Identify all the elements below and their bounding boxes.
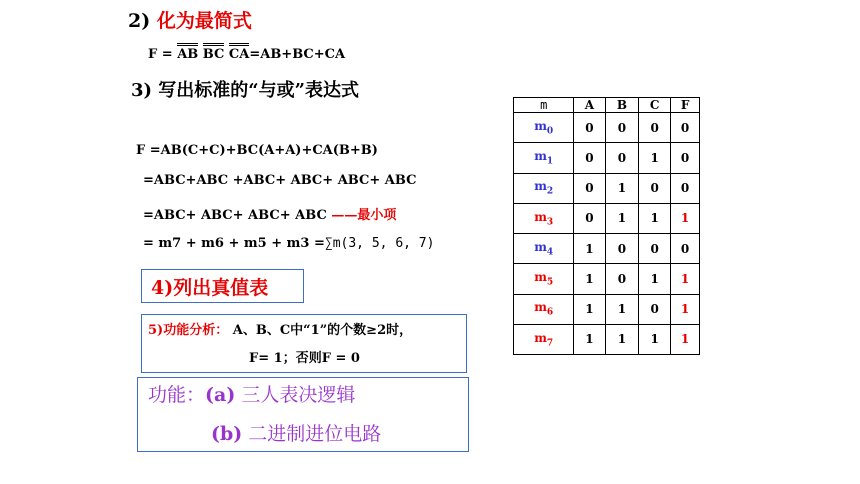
cell-b: 0: [605, 264, 639, 294]
table-row: [514, 143, 700, 173]
step2-number: 2): [128, 10, 151, 32]
sum-of-minterms: ∑m(3, 5, 6, 7): [324, 236, 435, 251]
minterm-index: 0: [546, 126, 554, 137]
function-line-a: [148, 380, 355, 407]
table-row: [514, 173, 700, 203]
table-row: [514, 113, 700, 143]
cell-f: 0: [671, 113, 700, 143]
header-b: B: [605, 98, 639, 113]
cell-a: 0: [574, 113, 605, 143]
cell-b: 1: [605, 294, 639, 324]
cell-c: 0: [639, 113, 671, 143]
table-row: [514, 234, 700, 264]
cell-b: 1: [605, 173, 639, 203]
minterm-cell: [514, 173, 574, 203]
minterm-index: 7: [546, 338, 554, 349]
table-row: [514, 294, 700, 324]
derivation-line-3-expr: =ABC+ ABC+ ABC+ ABC: [143, 208, 327, 223]
term-bc-bar: BC: [203, 43, 225, 62]
header-c: C: [639, 98, 671, 113]
cell-b: 1: [605, 324, 639, 354]
cell-a: 0: [574, 173, 605, 203]
cell-f: 1: [671, 264, 700, 294]
step3-heading: 3) 写出标准的“与或”表达式: [131, 80, 360, 101]
step5-line-2: F= 1；否则F = 0: [249, 351, 360, 366]
cell-a: 1: [574, 234, 605, 264]
header-m: m: [514, 98, 574, 113]
step2-title: 化为最简式: [156, 10, 252, 32]
cell-f: 0: [671, 173, 700, 203]
minterm-index: 6: [546, 307, 554, 318]
step5-condition: A、B、C中“1”的个数≥2时，: [232, 323, 413, 338]
minterm-cell: [514, 294, 574, 324]
cell-b: 0: [605, 234, 639, 264]
cell-c: 0: [639, 234, 671, 264]
minterm-cell: [514, 264, 574, 294]
table-row: [514, 324, 700, 354]
f-prefix: F =: [148, 47, 178, 62]
minterm-label: m: [534, 179, 547, 194]
derivation-line-4-expr: = m7 + m6 + m5 + m3 =: [143, 236, 325, 251]
minterm-index: 2: [546, 186, 554, 197]
table-row: [514, 264, 700, 294]
cell-f: 1: [671, 294, 700, 324]
cell-f: 1: [671, 324, 700, 354]
table-row: [514, 203, 700, 233]
function-b-tag: (b): [211, 423, 243, 445]
truth-table-header: [514, 98, 700, 113]
cell-c: 0: [639, 173, 671, 203]
minterm-note: ——最小项: [331, 208, 397, 223]
step5-prefix: 5): [148, 323, 164, 338]
cell-a: 1: [574, 324, 605, 354]
simplified-formula: [148, 47, 345, 62]
cell-c: 1: [639, 143, 671, 173]
minterm-label: m: [534, 118, 547, 133]
minterm-label: m: [534, 149, 547, 164]
minterm-index: 5: [546, 277, 554, 288]
cell-a: 1: [574, 264, 605, 294]
minterm-index: 1: [546, 156, 554, 167]
derivation-line-4: [143, 236, 434, 251]
derivation-line-1-text: F =AB(C+C)+BC(A+A)+CA(B+B): [136, 143, 378, 158]
cell-b: 0: [605, 113, 639, 143]
cell-a: 0: [574, 203, 605, 233]
cell-c: 1: [639, 324, 671, 354]
derivation-line-3: [143, 204, 396, 223]
minterm-cell: [514, 324, 574, 354]
minterm-label: m: [534, 270, 547, 285]
minterm-label: m: [534, 239, 547, 254]
cell-f: 0: [671, 143, 700, 173]
term-ca-bar: CA: [229, 43, 249, 62]
cell-c: 1: [639, 203, 671, 233]
cell-f: 1: [671, 203, 700, 233]
step5-title: 功能分析：: [163, 323, 229, 338]
step5-line-1: [148, 319, 412, 338]
simplified-result: =AB+BC+CA: [249, 47, 346, 62]
step2-heading: [128, 6, 252, 33]
function-b-text: 二进制进位电路: [242, 423, 382, 445]
minterm-label: m: [534, 330, 547, 345]
truth-table: [513, 97, 700, 355]
truth-table-body: [514, 113, 700, 355]
minterm-label: m: [534, 300, 547, 315]
cell-a: 0: [574, 143, 605, 173]
minterm-cell: [514, 203, 574, 233]
step4-label: 4)列出真值表: [151, 277, 269, 299]
cell-c: 1: [639, 264, 671, 294]
minterm-cell: [514, 113, 574, 143]
cell-f: 0: [671, 234, 700, 264]
header-a: A: [574, 98, 605, 113]
derivation-line-1: [136, 143, 378, 158]
minterm-cell: [514, 234, 574, 264]
minterm-cell: [514, 143, 574, 173]
header-f: F: [671, 98, 700, 113]
term-ab-bar: AB: [177, 43, 198, 62]
function-line-b: [211, 419, 381, 446]
cell-b: 0: [605, 143, 639, 173]
function-a-tag: (a): [205, 384, 236, 406]
derivation-line-2: =ABC+ABC +ABC+ ABC+ ABC+ ABC: [143, 173, 417, 188]
function-title: 功能：: [148, 384, 206, 406]
cell-c: 0: [639, 294, 671, 324]
cell-a: 1: [574, 294, 605, 324]
function-a-text: 三人表决逻辑: [235, 384, 356, 406]
minterm-label: m: [534, 209, 547, 224]
minterm-index: 4: [546, 247, 554, 258]
cell-b: 1: [605, 203, 639, 233]
minterm-index: 3: [546, 217, 554, 228]
